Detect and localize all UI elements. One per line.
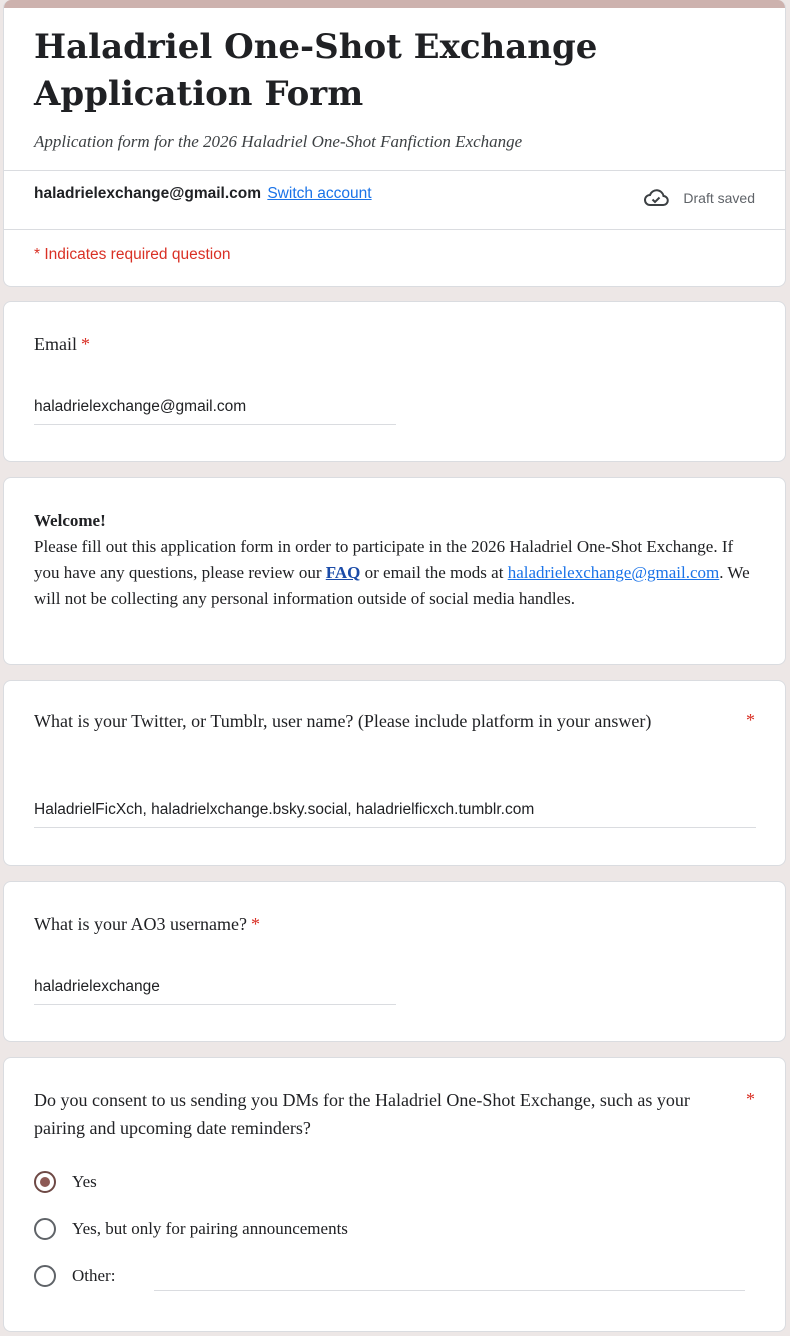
welcome-section-card bbox=[3, 477, 786, 665]
header-divider bbox=[4, 170, 785, 171]
welcome-text-3: . We will not be collecting any personal information outside of social media handles. bbox=[34, 563, 750, 608]
option-label: Yes, but only for pairing announcements bbox=[72, 1219, 348, 1238]
radio-checked-icon[interactable] bbox=[34, 1171, 56, 1193]
required-asterisk: * bbox=[746, 710, 755, 730]
welcome-text-2: or email the mods at bbox=[360, 563, 508, 582]
email-input[interactable]: haladrielexchange@gmail.com bbox=[34, 398, 396, 425]
faq-link[interactable]: FAQ bbox=[325, 563, 361, 582]
required-asterisk: * bbox=[81, 334, 90, 354]
email-question-card bbox=[3, 301, 786, 462]
required-asterisk: * bbox=[746, 1089, 755, 1109]
consent-option-pairing-only[interactable] bbox=[34, 1218, 348, 1240]
radio-unchecked-icon[interactable] bbox=[34, 1265, 56, 1287]
option-label: Yes bbox=[72, 1172, 97, 1191]
consent-option-yes[interactable] bbox=[34, 1171, 97, 1193]
account-divider bbox=[4, 229, 785, 230]
required-asterisk: * bbox=[250, 914, 260, 934]
other-text-input[interactable] bbox=[154, 1290, 745, 1291]
form-description: Application form for the 2026 Haladriel One-Shot Fanfiction Exchange bbox=[34, 132, 523, 151]
form-header-card bbox=[3, 0, 786, 287]
account-row bbox=[34, 185, 372, 203]
welcome-heading: Welcome! bbox=[34, 511, 106, 530]
draft-status-text: Draft saved bbox=[683, 190, 755, 206]
form-title: Haladriel One-Shot Exchange Application Form bbox=[34, 27, 598, 114]
consent-option-other[interactable] bbox=[34, 1265, 115, 1287]
draft-status bbox=[643, 188, 755, 208]
social-question-card bbox=[3, 680, 786, 866]
social-question-label: What is your Twitter, or Tumblr, user name? (Please include platform in your answer) bbox=[34, 711, 652, 731]
ao3-label-text: What is your AO3 username? bbox=[34, 914, 247, 934]
welcome-text bbox=[34, 508, 754, 612]
email-question-label bbox=[34, 330, 90, 358]
welcome-text-1: Please fill out this application form in order to participate in the 2026 Haladriel One-Shot Exchange. If you have any questions, please review our bbox=[34, 537, 734, 582]
radio-unchecked-icon[interactable] bbox=[34, 1218, 56, 1240]
mods-email-link[interactable]: haladrielexchange@gmail.com bbox=[507, 563, 720, 582]
header-accent-bar bbox=[4, 0, 785, 8]
ao3-question-card bbox=[3, 881, 786, 1042]
consent-question-label: Do you consent to us sending you DMs for the Haladriel One-Shot Exchange, such as your pairing and upcoming date reminders? bbox=[34, 1090, 690, 1138]
account-email: haladrielexchange@gmail.com bbox=[34, 185, 262, 202]
required-note: * Indicates required question bbox=[34, 246, 231, 263]
ao3-question-label bbox=[34, 910, 260, 938]
ao3-username-input[interactable]: haladrielexchange bbox=[34, 978, 396, 1005]
email-label-text: Email bbox=[34, 334, 77, 354]
consent-question-card bbox=[3, 1057, 786, 1332]
option-label: Other: bbox=[72, 1266, 116, 1285]
cloud-done-icon bbox=[643, 188, 669, 208]
switch-account-link[interactable]: Switch account bbox=[267, 185, 372, 202]
social-handles-input[interactable]: HaladrielFicXch, haladrielxchange.bsky.social, haladrielficxch.tumblr.com bbox=[34, 801, 756, 828]
